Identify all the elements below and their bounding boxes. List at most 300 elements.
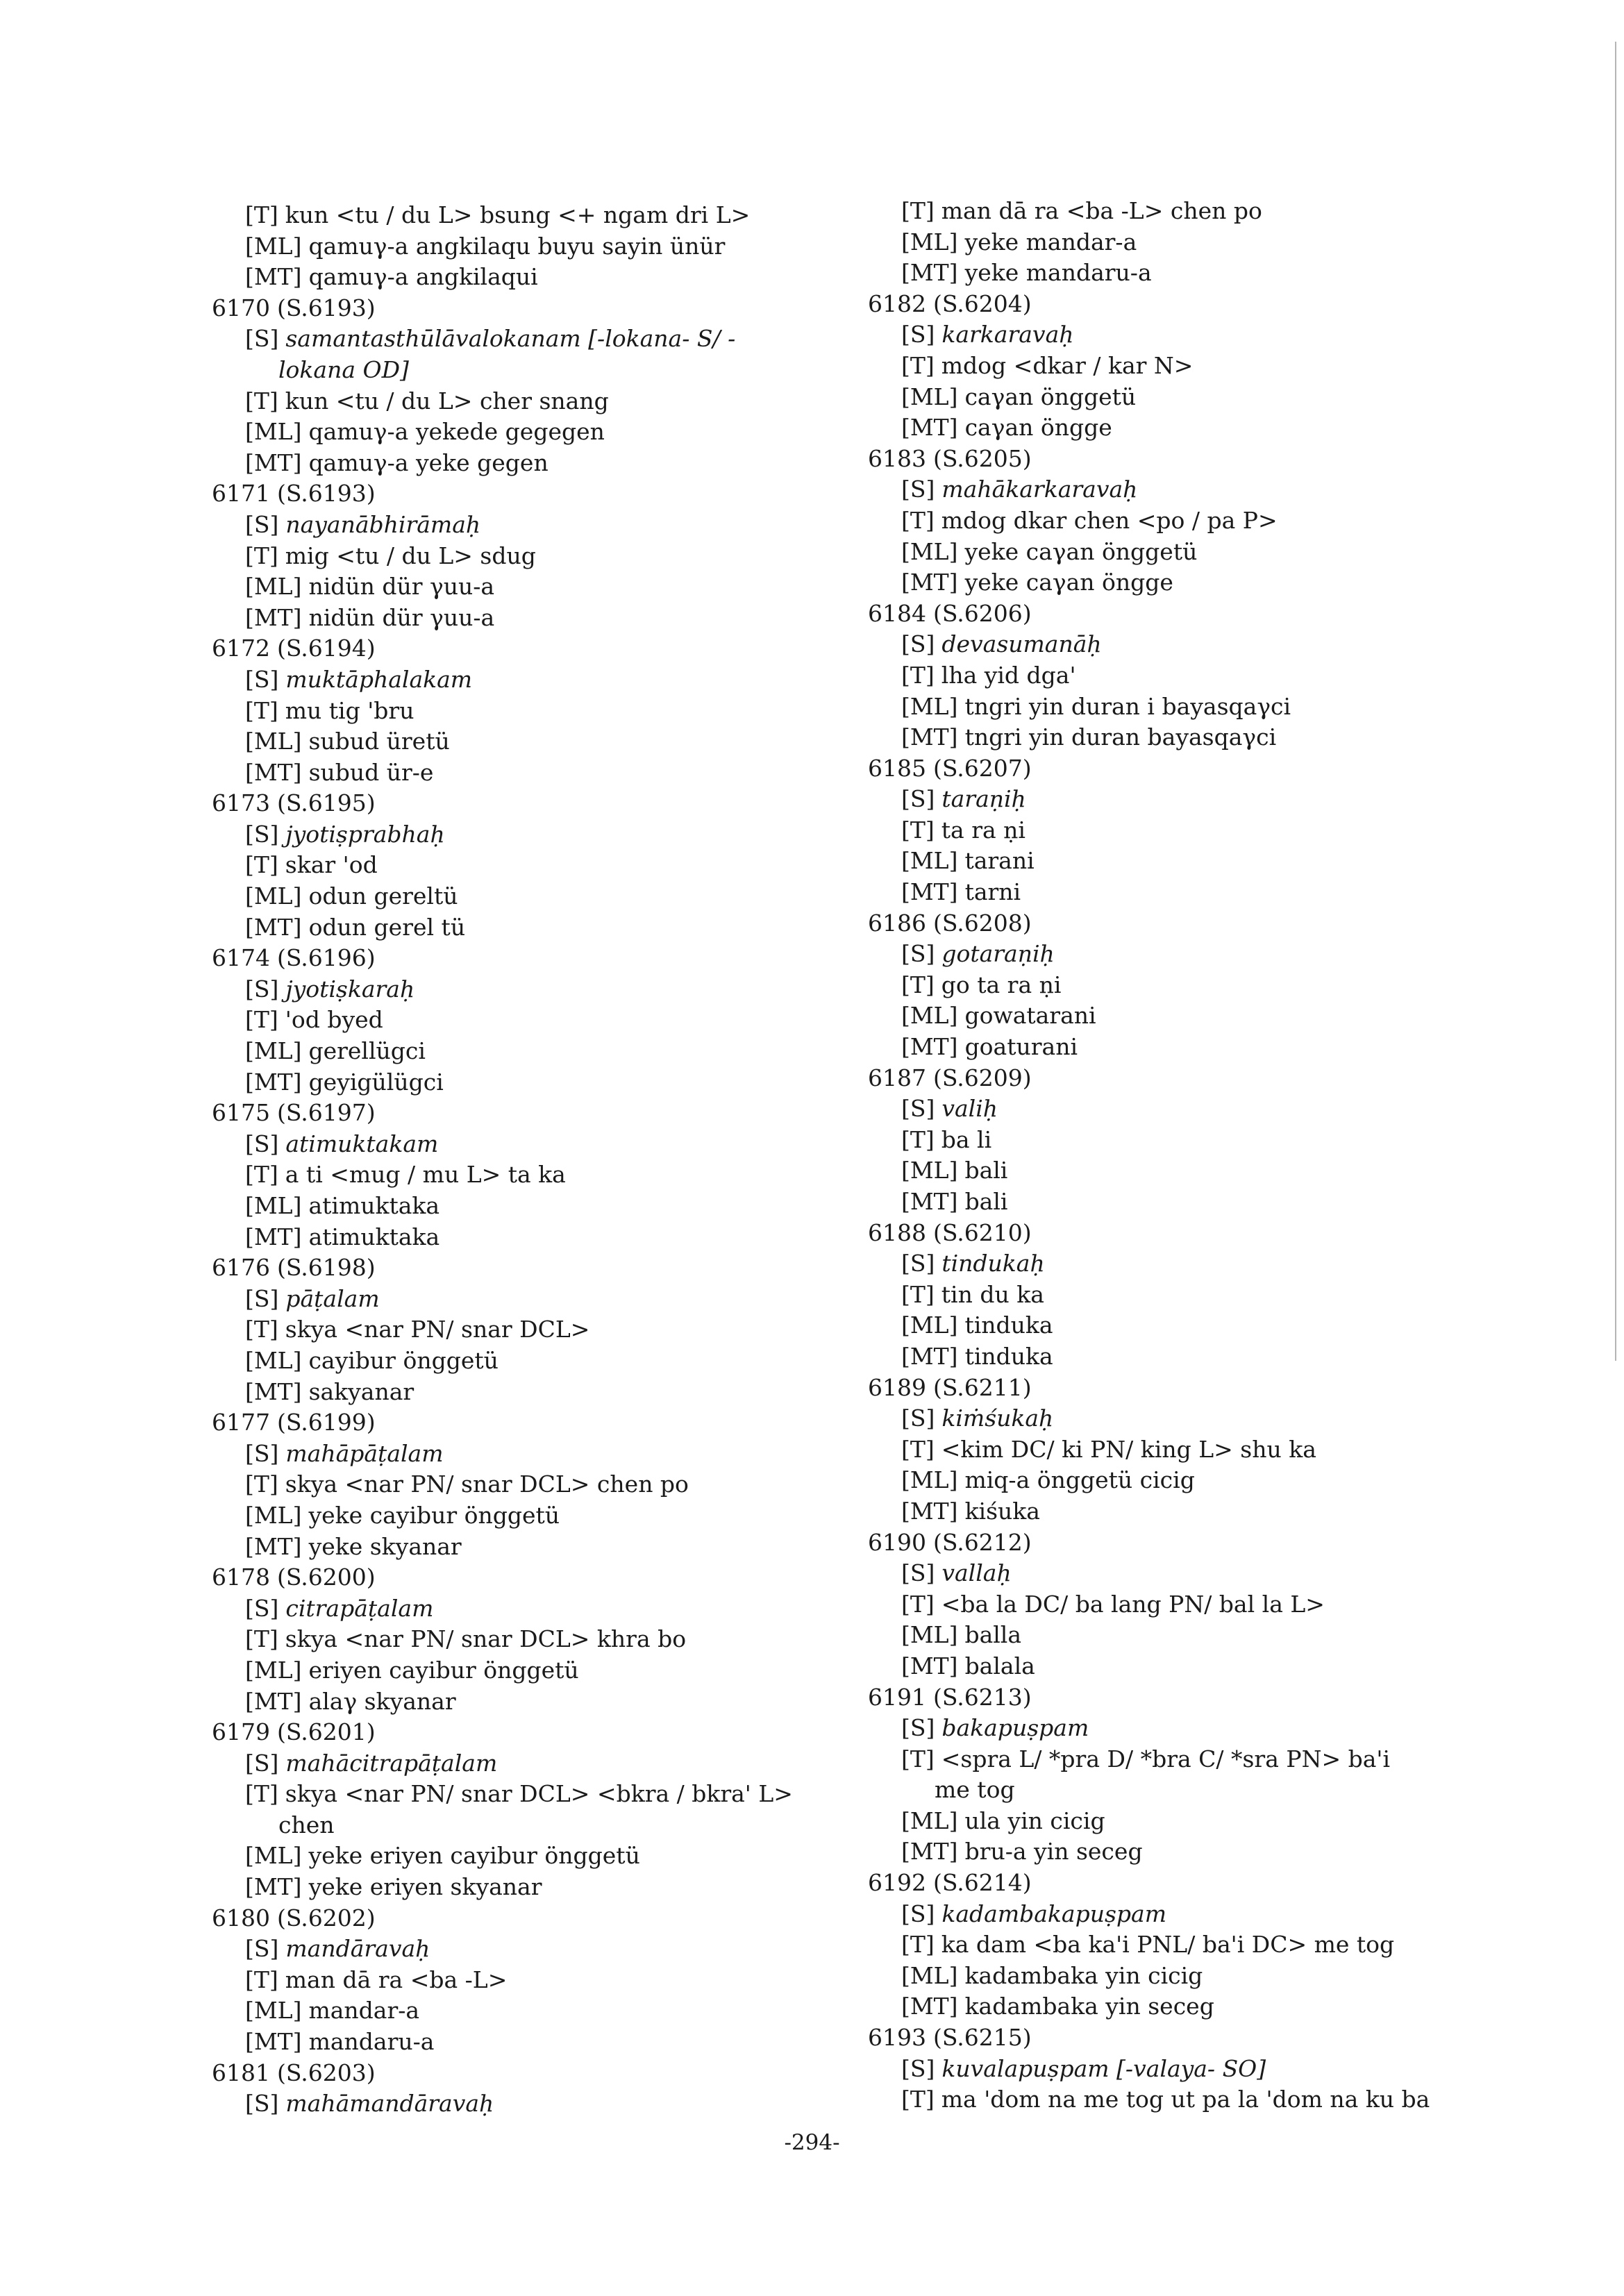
field-tag: [MT] [245, 2028, 302, 2056]
entry-field-line [212, 510, 851, 541]
field-text: atimuktaka [308, 1192, 440, 1219]
sanskrit-reference: (S.6204) [932, 290, 1032, 317]
field-tag: [S] [245, 1749, 279, 1777]
entry-field-line [212, 1284, 851, 1315]
sanskrit-reference: (S.6213) [932, 1683, 1032, 1711]
entry-field-line [212, 664, 851, 696]
entry-field-line [868, 1187, 1514, 1218]
field-text: yeke mandaru-a [964, 259, 1152, 287]
continuation-line [212, 1810, 851, 1841]
field-text: atimuktaka [308, 1223, 440, 1250]
field-tag: [S] [245, 510, 279, 538]
entry-number-line [868, 1527, 1514, 1559]
field-tag: [T] [901, 1435, 935, 1463]
entry-number-line [212, 633, 851, 664]
field-tag: [ML] [901, 1466, 958, 1494]
field-tag: [S] [245, 1594, 279, 1622]
field-tag: [MT] [901, 1497, 958, 1525]
entry-number-line [868, 1373, 1514, 1404]
field-text: man dā ra <ba -L> [285, 1966, 508, 1993]
continuation-line [212, 355, 851, 386]
entry-number: 6180 [212, 1904, 270, 1932]
field-text: balala [964, 1652, 1035, 1679]
field-tag: [ML] [901, 1961, 958, 1989]
field-tag: [S] [245, 665, 279, 693]
entry-number-line [212, 1562, 851, 1593]
field-text: tngri yin duran i bayasqaγci [964, 692, 1291, 720]
field-text: ta ra ṇi [941, 816, 1026, 844]
field-text: skya <nar PN/ snar DCL> chen po [285, 1470, 689, 1498]
field-text: ka dam <ba ka'i PNL/ ba'i DC> me tog [941, 1931, 1395, 1959]
sanskrit-reference: (S.6199) [276, 1409, 376, 1436]
entry-field-line [212, 262, 851, 293]
field-text: atimuktakam [285, 1130, 439, 1157]
entry-field-line [212, 1748, 851, 1779]
field-tag: [MT] [245, 1377, 302, 1405]
entry-field-line [868, 1248, 1514, 1280]
field-tag: [MT] [901, 1993, 958, 2020]
field-text: man dā ra <ba -L> chen po [941, 197, 1262, 224]
entry-number-line [868, 598, 1514, 630]
entry-field-line [868, 1310, 1514, 1341]
field-text: go ta ra ṇi [941, 971, 1062, 998]
field-tag: [MT] [245, 758, 302, 786]
entry-field-line [212, 603, 851, 634]
entry-field-line [868, 412, 1514, 444]
entry-field-line [212, 1655, 851, 1686]
field-text: <spra L/ *pra D/ *bra C/ *sra PN> ba'i [941, 1745, 1391, 1773]
field-tag: [T] [901, 971, 935, 998]
field-text: yeke skyanar [308, 1532, 462, 1560]
entry-field-line [868, 692, 1514, 723]
entry-field-line [868, 382, 1514, 413]
field-text: kun <tu / du L> cher snang [285, 387, 609, 414]
entry-number-line [212, 1252, 851, 1284]
field-text: ma 'dom na me tog ut pa la 'dom na ku ba [941, 2086, 1430, 2113]
entry-field-line [212, 1159, 851, 1191]
field-tag: [T] [245, 1625, 278, 1653]
field-tag: [ML] [245, 728, 302, 755]
field-tag: [ML] [245, 1192, 302, 1219]
entry-field-line [868, 567, 1514, 598]
field-tag: [T] [901, 2086, 935, 2113]
entry-field-line [212, 2088, 851, 2120]
entry-number: 6175 [212, 1099, 270, 1127]
entry-field-line [868, 1899, 1514, 1930]
field-text: qamuγ-a yeke gegen [308, 449, 549, 476]
sanskrit-reference: (S.6208) [932, 909, 1032, 937]
entry-field-line [868, 1093, 1514, 1125]
field-tag: [T] [901, 1931, 935, 1959]
field-text: bali [964, 1188, 1008, 1215]
field-tag: [MT] [901, 414, 958, 442]
entry-field-line [212, 200, 851, 231]
field-tag: [S] [901, 1405, 935, 1432]
field-text: kiśuka [964, 1497, 1040, 1525]
field-text: chen [278, 1811, 335, 1838]
field-text: eriyen cayibur önggetü [308, 1656, 579, 1684]
field-text: mahāpāṭalam [285, 1439, 444, 1467]
field-tag: [ML] [245, 1037, 302, 1065]
field-text: mahāmandāravaḥ [285, 2090, 494, 2118]
field-tag: [S] [901, 630, 935, 658]
sanskrit-reference: (S.6193) [276, 294, 376, 321]
entry-field-line [868, 258, 1514, 289]
entry-number-line [212, 1903, 851, 1934]
field-tag: [S] [901, 2054, 935, 2082]
field-tag: [S] [901, 940, 935, 968]
field-tag: [ML] [901, 1621, 958, 1649]
entry-number: 6187 [868, 1064, 926, 1091]
field-text: vallaḥ [941, 1559, 1012, 1587]
field-tag: [ML] [245, 1501, 302, 1529]
field-tag: [T] [901, 1590, 935, 1618]
sanskrit-reference: (S.6210) [932, 1218, 1032, 1246]
entry-field-line [868, 846, 1514, 877]
entry-field-line [212, 1346, 851, 1377]
entry-field-line [212, 1624, 851, 1655]
field-tag: [MT] [245, 449, 302, 476]
entry-field-line [212, 850, 851, 881]
field-text: odun gereltü [308, 882, 458, 910]
entry-field-line [212, 1067, 851, 1098]
field-tag: [ML] [245, 1997, 302, 2025]
field-tag: [S] [245, 1439, 279, 1467]
field-tag: [S] [245, 1130, 279, 1157]
field-tag: [MT] [901, 1342, 958, 1370]
field-tag: [S] [901, 476, 935, 503]
field-text: qamuγ-a angkilaqui [308, 263, 538, 291]
field-tag: [S] [245, 1935, 279, 1963]
field-tag: [T] [901, 506, 935, 534]
entry-number: 6183 [868, 444, 926, 472]
field-tag: [MT] [901, 1033, 958, 1061]
entry-field-line [868, 2084, 1514, 2115]
field-text: miq-a önggetü cicig [964, 1466, 1195, 1494]
field-tag: [S] [901, 785, 935, 813]
sanskrit-reference: (S.6197) [276, 1099, 376, 1127]
field-text: kun <tu / du L> bsung <+ ngam dri L> [285, 201, 751, 228]
entry-number: 6188 [868, 1218, 926, 1246]
field-tag: [MT] [901, 1652, 958, 1679]
field-tag: [T] [901, 661, 935, 689]
entry-number: 6182 [868, 290, 926, 317]
field-tag: [T] [245, 1470, 278, 1498]
field-text: alaγ skyanar [308, 1687, 456, 1715]
field-text: subud ür-e [308, 758, 434, 786]
field-tag: [T] [901, 1280, 935, 1308]
entry-number-line [212, 788, 851, 819]
field-text: jyotiṣkaraḥ [285, 975, 415, 1003]
entry-field-line [868, 505, 1514, 537]
field-tag: [ML] [901, 1157, 958, 1184]
field-text: skya <nar PN/ snar DCL> <bkra / bkra' L> [285, 1780, 793, 1808]
left-column [212, 200, 851, 2120]
entry-number: 6189 [868, 1373, 926, 1401]
page-number: -294- [784, 2130, 840, 2155]
field-text: tarani [964, 847, 1035, 875]
entry-field-line [868, 1806, 1514, 1837]
entry-field-line [868, 351, 1514, 382]
entry-field-line [212, 1005, 851, 1036]
field-text: a ti <mug / mu L> ta ka [285, 1161, 566, 1189]
sanskrit-reference: (S.6207) [932, 754, 1032, 782]
field-text: lokana OD] [278, 355, 409, 383]
field-text: yeke cayibur önggetü [308, 1501, 560, 1529]
field-tag: [ML] [901, 228, 958, 255]
field-text: tarni [964, 878, 1021, 906]
field-tag: [T] [245, 387, 278, 414]
field-tag: [MT] [245, 603, 302, 631]
field-tag: [MT] [245, 263, 302, 291]
entry-field-line [868, 722, 1514, 753]
field-tag: [T] [245, 1316, 278, 1343]
field-tag: [ML] [901, 1807, 958, 1834]
entry-number: 6176 [212, 1254, 270, 1282]
entry-field-line [212, 324, 851, 355]
entry-number-line [868, 1868, 1514, 1899]
entry-number-line [868, 1682, 1514, 1713]
entry-number-line [212, 1407, 851, 1439]
field-tag: [ML] [245, 418, 302, 446]
entry-field-line [212, 1934, 851, 1965]
entry-field-line [868, 1341, 1514, 1373]
entry-number: 6185 [868, 754, 926, 782]
field-text: taraṇiḥ [941, 785, 1026, 813]
entry-field-line [212, 1995, 851, 2027]
field-tag: [ML] [245, 232, 302, 260]
sanskrit-reference: (S.6214) [932, 1869, 1032, 1897]
entry-field-line [868, 1991, 1514, 2022]
field-text: skya <nar PN/ snar DCL> khra bo [285, 1625, 687, 1653]
field-tag: [S] [901, 1714, 935, 1742]
entry-number: 6174 [212, 944, 270, 972]
field-tag: [MT] [245, 1873, 302, 1901]
field-tag: [ML] [901, 1002, 958, 1030]
field-text: mu tig 'bru [285, 696, 415, 724]
field-text: gotaraṇiḥ [941, 940, 1055, 968]
entry-field-line [868, 474, 1514, 505]
entry-field-line [868, 319, 1514, 351]
field-tag: [MT] [245, 1223, 302, 1250]
entry-field-line [212, 974, 851, 1005]
field-text: <ba la DC/ ba lang PN/ bal la L> [941, 1590, 1325, 1618]
entry-field-line [868, 1155, 1514, 1187]
field-tag: [MT] [901, 878, 958, 906]
entry-field-line [212, 696, 851, 727]
field-text: tin du ka [941, 1280, 1044, 1308]
entry-field-line [212, 231, 851, 262]
field-text: bali [964, 1157, 1008, 1184]
entry-field-line [868, 1465, 1514, 1496]
field-text: gerellügci [308, 1037, 426, 1065]
entry-number-line [868, 1063, 1514, 1094]
entry-number: 6186 [868, 909, 926, 937]
field-tag: [T] [245, 696, 278, 724]
field-text: skya <nar PN/ snar DCL> [285, 1316, 590, 1343]
entry-field-line [212, 726, 851, 757]
field-text: caγan önggetü [964, 383, 1137, 410]
field-text: lha yid dga' [941, 661, 1076, 689]
field-tag: [MT] [245, 1532, 302, 1560]
entry-field-line [212, 1314, 851, 1346]
sanskrit-reference: (S.6205) [932, 444, 1032, 472]
entry-number: 6181 [212, 2059, 270, 2086]
entry-field-line [212, 1965, 851, 1996]
field-tag: [ML] [901, 847, 958, 875]
sanskrit-reference: (S.6201) [276, 1718, 376, 1746]
field-tag: [T] [245, 1780, 278, 1808]
entry-field-line [868, 939, 1514, 970]
field-tag: [MT] [901, 723, 958, 751]
entry-number: 6173 [212, 789, 270, 817]
field-tag: [S] [245, 2090, 279, 2118]
entry-field-line [212, 912, 851, 944]
entry-field-line [868, 196, 1514, 227]
entry-field-line [868, 784, 1514, 815]
entry-field-line [212, 2027, 851, 2058]
field-tag: [MT] [245, 1687, 302, 1715]
field-text: mandāravaḥ [285, 1935, 430, 1963]
entry-field-line [212, 1500, 851, 1532]
entry-number-line [868, 289, 1514, 320]
field-tag: [S] [901, 1559, 935, 1587]
field-text: jyotiṣprabhaḥ [285, 820, 445, 848]
field-text: kadambaka yin cicig [964, 1961, 1203, 1989]
field-tag: [ML] [245, 573, 302, 601]
field-tag: [S] [901, 1900, 935, 1927]
entry-number: 6171 [212, 480, 270, 508]
entry-number: 6192 [868, 1869, 926, 1897]
field-tag: [ML] [245, 1842, 302, 1870]
field-text: me tog [935, 1776, 1015, 1804]
entry-field-line [868, 1125, 1514, 1156]
entry-number-line [212, 478, 851, 510]
field-tag: [T] [245, 542, 278, 569]
entry-number-line [868, 444, 1514, 475]
entry-number: 6184 [868, 599, 926, 627]
entry-field-line [212, 1222, 851, 1253]
field-tag: [T] [245, 1006, 278, 1034]
entry-number-line [868, 753, 1514, 785]
field-tag: [MT] [901, 259, 958, 287]
entry-number: 6177 [212, 1409, 270, 1436]
field-tag: [S] [901, 1250, 935, 1277]
field-tag: [S] [901, 321, 935, 349]
field-tag: [T] [245, 1161, 278, 1189]
field-text: nidün dür γuu-a [308, 573, 495, 601]
field-text: yeke mandar-a [964, 228, 1137, 255]
entry-field-line [212, 1439, 851, 1470]
entry-field-line [868, 1929, 1514, 1961]
entry-number-line [212, 943, 851, 974]
field-text: tngri yin duran bayasqaγci [964, 723, 1277, 751]
entry-field-line [212, 1036, 851, 1067]
entry-field-line [868, 1589, 1514, 1620]
sanskrit-reference: (S.6198) [276, 1254, 376, 1282]
entry-field-line [212, 386, 851, 417]
field-text: mahākarkaravaḥ [941, 476, 1138, 503]
entry-field-line [212, 1779, 851, 1810]
field-text: sakyanar [308, 1377, 415, 1405]
field-text: qamuγ-a angkilaqu buyu sayin ünür [308, 232, 726, 260]
field-text: caγan öngge [964, 414, 1112, 442]
entry-field-line [212, 541, 851, 572]
sanskrit-reference: (S.6202) [276, 1904, 376, 1932]
entry-field-line [212, 757, 851, 789]
field-text: valiḥ [941, 1095, 998, 1123]
field-text: mahācitrapāṭalam [285, 1749, 498, 1777]
field-text: yeke caγan önggetü [964, 537, 1198, 565]
entry-field-line [868, 537, 1514, 568]
entry-field-line [868, 1836, 1514, 1868]
field-text: mdog dkar chen <po / pa P> [941, 506, 1278, 534]
field-text: devasumanāḥ [941, 630, 1102, 658]
entry-field-line [212, 1129, 851, 1160]
field-tag: [T] [901, 1125, 935, 1153]
sanskrit-reference: (S.6200) [276, 1564, 376, 1591]
field-text: yeke eriyen skyanar [308, 1873, 542, 1901]
field-text: nidün dür γuu-a [308, 603, 495, 631]
entry-number: 6178 [212, 1564, 270, 1591]
sanskrit-reference: (S.6193) [276, 480, 376, 508]
field-tag: [S] [245, 820, 279, 848]
field-text: <kim DC/ ki PN/ king L> shu ka [941, 1435, 1316, 1463]
field-tag: [S] [245, 975, 279, 1003]
entry-field-line [868, 1713, 1514, 1744]
sanskrit-reference: (S.6212) [932, 1528, 1032, 1556]
field-tag: [T] [901, 1745, 935, 1773]
field-text: ba li [941, 1125, 992, 1153]
entry-field-line [868, 1744, 1514, 1775]
entry-field-line [212, 417, 851, 448]
entry-field-line [868, 1280, 1514, 1311]
field-tag: [S] [901, 1095, 935, 1123]
entry-field-line [868, 1000, 1514, 1032]
entry-field-line [868, 660, 1514, 692]
field-text: balla [964, 1621, 1022, 1649]
entry-field-line [868, 1961, 1514, 1992]
field-tag: [ML] [245, 882, 302, 910]
field-text: tindukaḥ [941, 1250, 1045, 1277]
field-tag: [ML] [245, 1656, 302, 1684]
entry-number-line [212, 1098, 851, 1129]
field-tag: [ML] [901, 537, 958, 565]
sanskrit-reference: (S.6203) [276, 2059, 376, 2086]
field-text: tinduka [964, 1342, 1053, 1370]
field-text: skar 'od [285, 851, 378, 879]
right-column [868, 196, 1514, 2115]
field-tag: [MT] [901, 1188, 958, 1215]
entry-number: 6170 [212, 294, 270, 321]
entry-number-line [868, 908, 1514, 939]
entry-number: 6193 [868, 2024, 926, 2052]
entry-number-line [868, 1218, 1514, 1249]
sanskrit-reference: (S.6209) [932, 1064, 1032, 1091]
field-tag: [MT] [245, 913, 302, 941]
entry-number: 6190 [868, 1528, 926, 1556]
entry-field-line [868, 1558, 1514, 1589]
field-text: gowatarani [964, 1002, 1096, 1030]
field-text: goaturani [964, 1033, 1078, 1061]
sanskrit-reference: (S.6211) [932, 1373, 1032, 1401]
entry-field-line [868, 877, 1514, 908]
field-text: citrapāṭalam [285, 1594, 434, 1622]
entry-field-line [212, 881, 851, 912]
entry-field-line [868, 1434, 1514, 1466]
field-text: muktāphalakam [285, 665, 473, 693]
scan-edge-line [1615, 42, 1616, 1361]
